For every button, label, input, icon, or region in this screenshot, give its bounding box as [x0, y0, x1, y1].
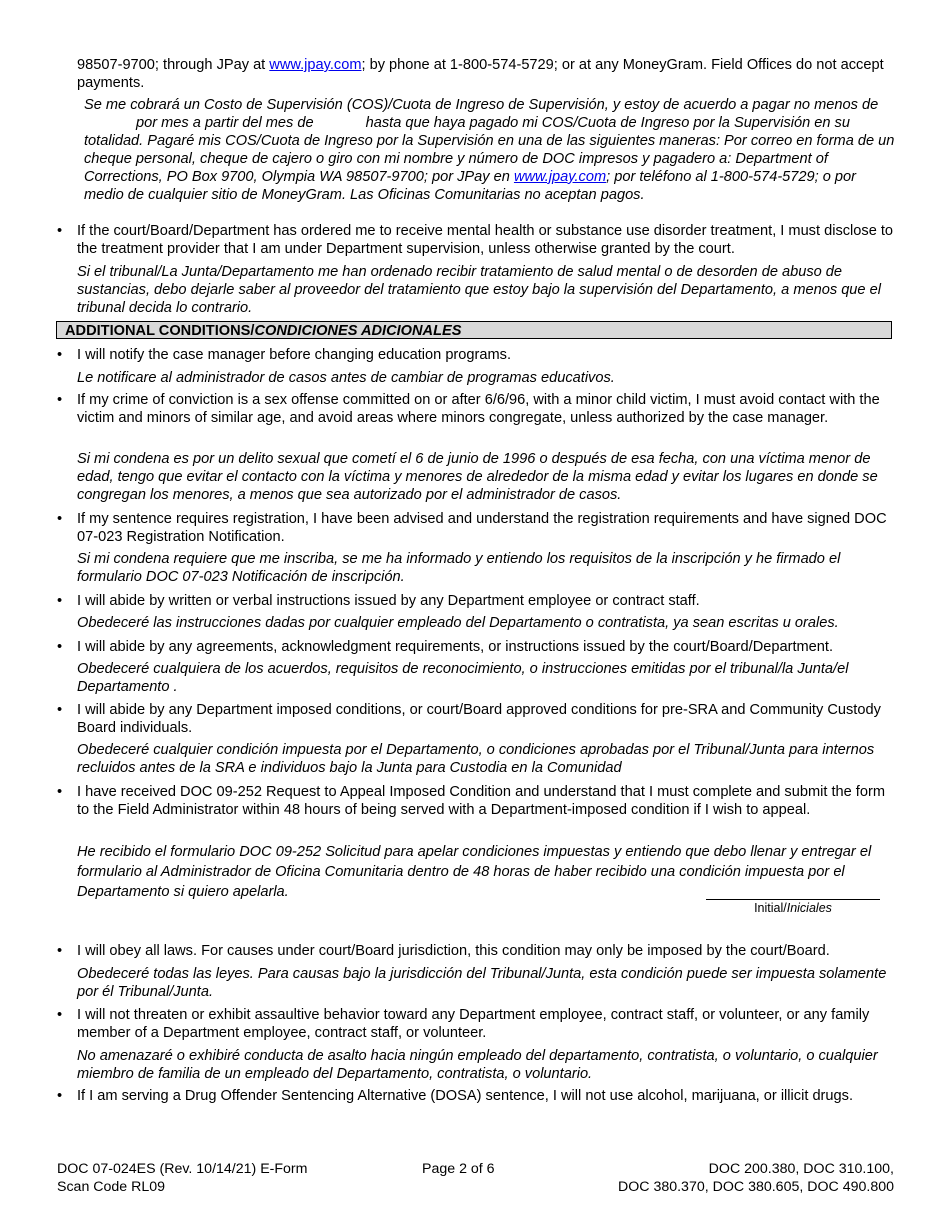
condition-spanish: Si mi condena es por un delito sexual que cometí el 6 de junio de 1996 o después de esa fecha, con una víctima menor de edad, tengo que evitar el contacto con la víctima y menores de alrededor de la misma edad y evitar los lugares en donde se congregan los menores, a menos que sea autorizado por el administrador de casos.: [77, 451, 878, 503]
condition-spanish: Le notificare al administrador de casos antes de cambiar de programas educativos.: [77, 370, 615, 386]
footer-form-id: DOC 07-024ES (Rev. 10/14/21) E-Form: [57, 1161, 308, 1177]
condition-english: I will obey all laws. For causes under court/Board jurisdiction, this condition may only be imposed by the court/Board.: [77, 943, 830, 959]
bullet: •: [57, 511, 63, 527]
condition-english: I have received DOC 09-252 Request to Appeal Imposed Condition and understand that I must complete and submit the form to the Field Administrator within 48 hours of being served with a Department-imposed condition if I wish to appeal.: [77, 784, 885, 818]
footer-page-number: Page 2 of 6: [422, 1161, 495, 1177]
condition-spanish: Obedeceré todas las leyes. Para causas bajo la jurisdicción del Tribunal/Junta, esta condición puede ser impuesta solamente por él Tribunal/Junta.: [77, 966, 887, 1000]
condition-spanish: Obedeceré cualquier condición impuesta por el Departamento, o condiciones aprobadas por el Tribunal/Junta para internos recluidos antes de la SRA e individuos bajo la Junta para Custodia en la Comunidad: [77, 742, 875, 776]
treatment-spanish: Si el tribunal/La Junta/Departamento me han ordenado recibir tratamiento de salud mental o de desorden de abuso de sustancias, debo dejarle saber al proveedor del tratamiento que estoy bajo la supervisión del Departamento, a menos que el tribunal decida lo contrario.: [77, 264, 881, 316]
condition-english: If I am serving a Drug Offender Sentencing Alternative (DOSA) sentence, I will not use alcohol, marijuana, or illicit drugs.: [77, 1088, 853, 1104]
payment-spanish: Se me cobrará un Costo de Supervisión (COS)/Cuota de Ingreso de Supervisión, y estoy de acuerdo a pagar no menos depor mes a partir del mes de hasta que haya pagado mi COS/Cuota de Ingreso por la Supervisión en su totalidad. Pagaré mis COS/Cuota de Ingreso por la Supervisión en una de las siguientes maneras: Por correo en forma de un cheque personal, cheque de cajero o giro con mi nombre y número de DOC impresos y pagadero a: Department of Corrections, PO Box 9700, Olympia WA 98507-9700; por JPay en www.jpay.com; por teléfono al 1-800-574-5729; o por medio de cualquier sitio de MoneyGram. Las Oficinas Comunitarias no aceptan pagos.: [84, 97, 895, 203]
condition-spanish: Si mi condena requiere que me inscriba, se me ha informado y entiendo los requisitos de la inscripción y he firmado el formulario DOC 07-023 Notificación de inscripción.: [77, 551, 841, 585]
condition-english: I will abide by written or verbal instructions issued by any Department employee or contract staff.: [77, 593, 700, 609]
bullet: •: [57, 639, 63, 655]
condition-spanish: No amenazaré o exhibiré conducta de asalto hacia ningún empleado del departamento, contratista, o voluntario, o cualquier miembro de familia de un empleado del Departamento, contratista, o voluntario.: [77, 1048, 878, 1082]
initial-label: Initial/Iniciales: [754, 901, 832, 915]
jpay-link-es[interactable]: www.jpay.com: [513, 169, 607, 185]
bullet: •: [57, 702, 63, 718]
bullet: •: [57, 1007, 63, 1023]
bullet: •: [57, 347, 63, 363]
footer-policy-refs-1: DOC 200.380, DOC 310.100,: [708, 1161, 894, 1177]
bullet: •: [57, 392, 63, 408]
condition-english: I will notify the case manager before changing education programs.: [77, 347, 512, 363]
condition-english: I will abide by any Department imposed conditions, or court/Board approved conditions for pre-SRA and Community Custody Board individuals.: [77, 702, 881, 736]
bullet: •: [57, 593, 63, 609]
bullet: •: [57, 223, 63, 239]
bullet: •: [57, 1088, 63, 1104]
treatment-english: If the court/Board/Department has ordered me to receive mental health or substance use disorder treatment, I must disclose to the treatment provider that I am under Department supervision, unless otherwise granted by the court.: [77, 223, 894, 257]
footer-scan-code: Scan Code RL09: [57, 1179, 166, 1195]
condition-spanish: Obedeceré las instrucciones dadas por cualquier empleado del Departamento o contratista, ya sean escritas u orales.: [77, 615, 839, 631]
condition-english: If my crime of conviction is a sex offense committed on or after 6/6/96, with a minor child victim, I must avoid contact with the victim and minors of similar age, and avoid areas where minors congregate, unless authorized by the case manager.: [77, 392, 880, 426]
condition-english: I will abide by any agreements, acknowledgment requirements, or instructions issued by the court/Board/Department.: [77, 639, 834, 655]
bullet: •: [57, 784, 63, 800]
condition-spanish: Obedeceré cualquiera de los acuerdos, requisitos de reconocimiento, o instrucciones emitidas por el tribunal/la Junta/el Departamento .: [77, 661, 849, 695]
condition-english: If my sentence requires registration, I have been advised and understand the registration requirements and have signed DOC 07-023 Registration Notification.: [77, 511, 887, 545]
jpay-link[interactable]: www.jpay.com: [269, 57, 362, 73]
payment-english: 98507-9700; through JPay at www.jpay.com; by phone at 1-800-574-5729; or at any MoneyGram. Field Offices do not accept payments.: [77, 57, 884, 91]
condition-english: I will not threaten or exhibit assaultive behavior toward any Department employee, contract staff, or volunteer, or any family member of a Department employee, contract staff, or volunteer.: [77, 1007, 870, 1041]
bullet: •: [57, 943, 63, 959]
additional-conditions-header: ADDITIONAL CONDITIONS/CONDICIONES ADICIONALES: [56, 321, 892, 339]
condition-spanish: He recibido el formulario DOC 09-252 Solicitud para apelar condiciones impuestas y entiendo que debo llenar y entregar el formulario al Administrador de Oficina Comunitaria dentro de 48 horas de haber recibido una condición impuesta por el Departamento si quiero apelarla.: [77, 844, 872, 900]
footer-policy-refs-2: DOC 380.370, DOC 380.605, DOC 490.800: [617, 1179, 894, 1195]
